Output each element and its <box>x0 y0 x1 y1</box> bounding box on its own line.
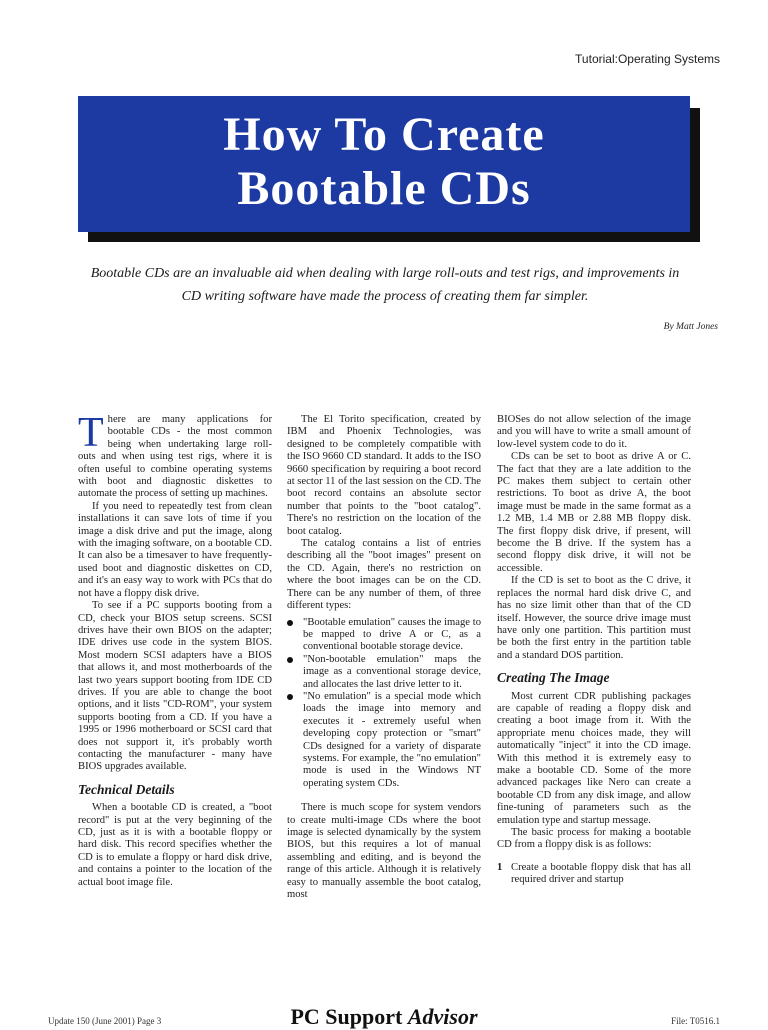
bullet-icon <box>287 657 293 663</box>
col1-paragraph-2: If you need to repeatedly test from clean installations it can save lots of time if you image a disk drive and put the image, along with the imaging software, on a bootable CD. It can also be a timesaver to have frequently-used boot and diagnostic diskettes on CD, and it's an easy way to work with PCs that do not have a floppy disk drive. <box>78 500 272 599</box>
col2-paragraph-3: There is much scope for system vendors to create multi-image CDs where the boot image is selected dynamically by the system BIOS, but this requires a lot of manual assembling and editing, and is beyond the range of this article. Although it is relatively easy to manually assemble the boot catalog, most <box>287 802 481 901</box>
heading-creating-the-image: Creating The Image <box>497 670 610 686</box>
boot-image-types-list <box>287 617 481 791</box>
publication-brand: PC Support Advisor <box>290 1004 478 1029</box>
col3-paragraph-5: The basic process for making a bootable CD from a floppy disk is as follows: <box>497 827 691 851</box>
bullet-icon <box>287 620 293 626</box>
col3-paragraph-2: CDs can be set to boot as drive A or C. The fact that they are a late addition to the PC makes them subject to certain other restrictions. To boot as drive A, the boot image must be made in the same format as a 1.2 MB, 1.4 MB or 2.88 MB floppy disk. The first floppy disk drive, if present, will become the B drive. If the system has a second floppy disk drive, it will not be accessible. <box>497 451 691 574</box>
col3-paragraph-3: If the CD is set to boot as the C drive, it replaces the normal hard disk drive C, and has no size limit other than that of the CD itself. However, the source drive image must have only one partition. This partition must be both the first entry in the partition table and a standard DOS partition. <box>497 575 691 661</box>
title-line-2: Bootable CDs <box>237 162 531 215</box>
section-label: Tutorial:Operating Systems <box>575 52 720 66</box>
bullet-icon <box>287 694 293 700</box>
footer-file-ref: File: T0516.1 <box>671 1016 720 1026</box>
col3-paragraph-1: BIOSes do not allow selection of the image and you will have to write a small amount of low-level system code to do it. <box>497 414 691 450</box>
steps-list <box>497 862 691 887</box>
list-item: "Non-bootable emulation" maps the image as a conventional storage device, and allocates the last drive letter to it. <box>287 654 481 691</box>
col2-paragraph-1: The El Torito specification, created by IBM and Phoenix Technologies, was designed to be completely compatible with the ISO 9660 CD standard. It adds to the ISO 9660 specification by requiring a boot record at sector 11 of the last session on the CD. The boot record contains an absolute sector number that points to the "boot catalog". There's no restriction on the location of the boot catalog. <box>287 414 481 537</box>
author-byline: By Matt Jones <box>663 322 718 332</box>
intro-standfirst: Bootable CDs are an invaluable aid when dealing with large roll-outs and test rigs, and improvements in CD writing software have made the process of creating them far simpler. <box>90 266 680 304</box>
footer-issue-info: Update 150 (June 2001) Page 3 <box>48 1016 162 1026</box>
title-banner <box>78 96 690 232</box>
list-item: 1 Create a bootable floppy disk that has all required driver and startup <box>497 861 691 886</box>
col3-paragraph-4: Most current CDR publishing packages are capable of reading a floppy disk and creating a boot image from it. With the appropriate menu choices made, they will automatically "inject" it into the CD image. With this method it is extremely easy to make a bootable CD. Some of the more advanced packages like Nero can create a bootable CD from any disk image, and allow fine-tuning of parameters such as the emulation type and startup message. <box>497 690 691 826</box>
column-1 <box>78 410 272 889</box>
col1-paragraph-4: When a bootable CD is created, a "boot record" is put at the very beginning of the CD, just as it is with a bootable floppy or hard disk. This record specifies whether the CD is to emulate a floppy or hard disk drive, and contains a pointer to the location of the actual boot image file. <box>78 802 272 888</box>
title-line-1: How To Create <box>223 108 545 161</box>
column-3 <box>497 414 691 887</box>
col1-paragraph-3: To see if a PC supports booting from a CD, check your BIOS setup screens. SCSI drives have their own BIOS on the adapter; IDE drives use code in the system BIOS. Most modern SCSI adapters have a BIOS that allows it, and most motherboards of the last two years support booting from IDE CD drives. If you are able to change the boot options, and it lists "CD-ROM", your system supports booting from a CD. If you have a 1995 or 1996 motherboard or SCSI card that does not support it, it's probably worth contacting the manufacturer - many have BIOS upgrades available. <box>78 600 272 773</box>
heading-technical-details: Technical Details <box>78 781 175 797</box>
col2-paragraph-2: The catalog contains a list of entries describing all the "boot images" present on the CD. Again, there's no restriction on where the boot images can be on the CD. There can be any number of them, of three different types: <box>287 538 481 612</box>
list-item: "Bootable emulation" causes the image to be mapped to drive A or C, as a conventional bootable storage device. <box>287 617 481 654</box>
drop-cap: T <box>78 410 104 456</box>
column-2 <box>287 414 481 901</box>
article-title <box>78 96 690 216</box>
step-number: 1 <box>497 861 503 873</box>
list-item: "No emulation" is a special mode which loads the image into memory and executes it - extremely useful when developing copy protection or "smart" CDs designed for a variety of disparate systems. For example, the "no emulation" mode is used in the Windows NT operating system CDs. <box>287 691 481 790</box>
col1-paragraph-1: There are many applications for bootable CDs - the most common being when undertaking large roll-outs and when using test rigs, where it is often useful to combine operating systems with boot and diagnostic diskettes to automate the process of setting up machines. <box>78 410 272 500</box>
